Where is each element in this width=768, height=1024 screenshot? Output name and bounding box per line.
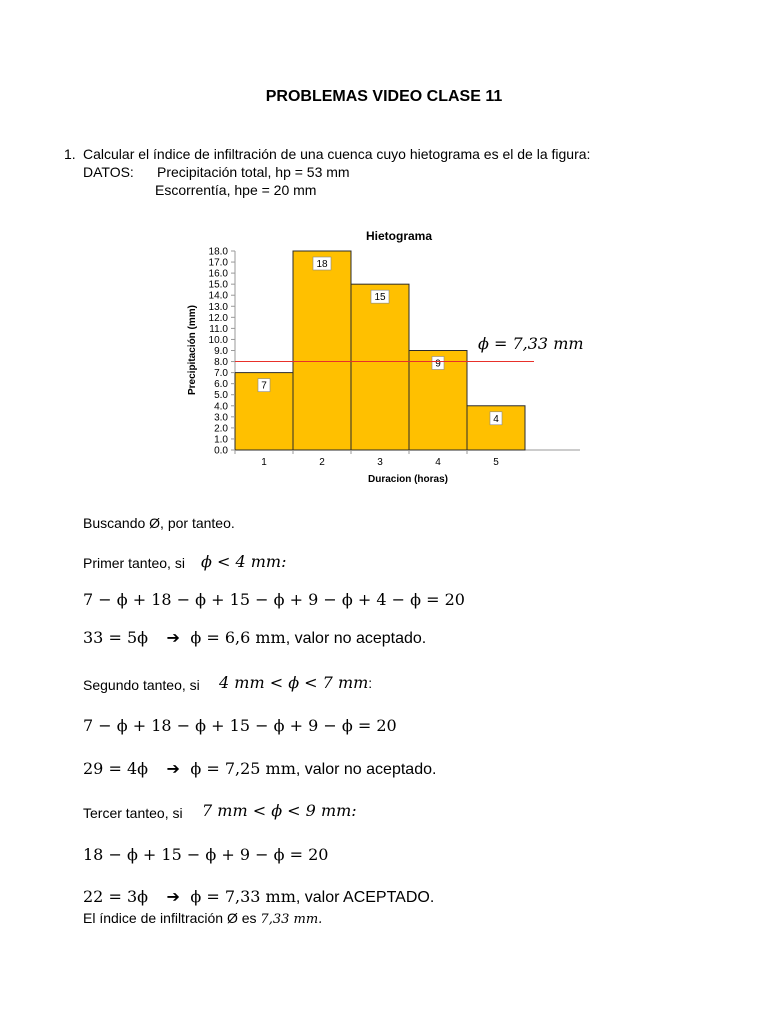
tanteo2-condition: 4 mm < ϕ < 7 mm — [219, 673, 369, 692]
y-tick-label: 8.0 — [214, 357, 228, 369]
y-tick-label: 16.0 — [208, 268, 228, 280]
x-tick-label: 3 — [377, 457, 383, 468]
datos-label: DATOS: — [83, 164, 134, 180]
tanteo1-equation: 7 − ϕ + 18 − ϕ + 15 − ϕ + 9 − ϕ + 4 − ϕ = 20 — [83, 590, 465, 609]
y-tick-label: 4.0 — [214, 401, 228, 413]
problem-number: 1. — [64, 146, 76, 162]
data-label: 9 — [435, 358, 441, 370]
y-tick-label: 15.0 — [208, 279, 228, 291]
arrow-right-icon: ➔ — [166, 887, 180, 906]
x-tick-label: 2 — [319, 457, 325, 468]
tanteo2-verdict: , valor no aceptado. — [295, 761, 437, 778]
y-tick-label: 17.0 — [208, 257, 228, 269]
tanteo3-condition: 7 mm < ϕ < 9 mm: — [202, 801, 357, 820]
y-tick-label: 9.0 — [214, 346, 228, 357]
y-tick-label: 12.0 — [208, 312, 228, 324]
tanteo3-label: Tercer tanteo, si — [83, 805, 183, 821]
problem-statement: Calcular el índice de infiltración de una cuenca cuyo hietograma es el de la figura: — [83, 146, 591, 162]
tanteo3-verdict: , valor ACEPTADO. — [295, 889, 435, 906]
bar — [351, 284, 409, 450]
tanteo1-result-eq: 33 = 5ϕ — [83, 628, 149, 647]
x-tick-label: 1 — [261, 457, 267, 468]
tanteo2-equation: 7 − ϕ + 18 − ϕ + 15 − ϕ + 9 − ϕ = 20 — [83, 716, 397, 735]
x-tick-label: 5 — [493, 457, 499, 468]
page-title: PROBLEMAS VIDEO CLASE 11 — [265, 88, 503, 105]
y-tick-label: 7.0 — [214, 368, 228, 380]
y-tick-label: 0.0 — [214, 445, 228, 457]
hietograma-chart — [180, 222, 620, 492]
tanteo2-result — [83, 759, 436, 779]
bar — [293, 251, 351, 450]
final-answer-text: El índice de infiltración Ø es — [83, 910, 257, 926]
data-label: 15 — [374, 292, 386, 304]
precip-total: Precipitación total, hp = 53 mm — [157, 164, 350, 180]
x-tick-label: 4 — [435, 457, 441, 468]
tanteo1-verdict: , valor no aceptado. — [285, 630, 427, 647]
tanteo1-condition: ϕ < 4 mm: — [201, 552, 287, 571]
chart-title: Hietograma — [365, 229, 433, 243]
escorrentia: Escorrentía, hpe = 20 mm — [155, 182, 317, 198]
final-answer-value: 7,33 mm. — [260, 912, 323, 927]
tanteo1-result — [83, 628, 426, 648]
y-tick-label: 3.0 — [214, 412, 228, 424]
tanteo2-colon: : — [368, 675, 373, 691]
y-tick-label: 13.0 — [208, 301, 228, 313]
y-tick-label: 10.0 — [208, 334, 228, 346]
tanteo2-phi: ϕ = 7,25 mm — [190, 759, 296, 778]
tanteo3-result-eq: 22 = 3ϕ — [83, 887, 149, 906]
y-tick-label: 6.0 — [214, 379, 228, 391]
y-tick-label: 2.0 — [214, 423, 228, 435]
final-answer — [83, 910, 322, 927]
chart-xlabel: Duracion (horas) — [367, 474, 449, 485]
phi-label: ϕ = 7,33 mm — [478, 334, 584, 353]
tanteo2-label: Segundo tanteo, si — [83, 677, 200, 693]
arrow-right-icon: ➔ — [166, 759, 180, 778]
tanteo2-result-eq: 29 = 4ϕ — [83, 759, 149, 778]
y-tick-label: 14.0 — [208, 290, 228, 302]
chart-ylabel: Precipitación (mm) — [187, 304, 198, 396]
data-label: 7 — [261, 380, 267, 392]
tanteo3-equation: 18 − ϕ + 15 − ϕ + 9 − ϕ = 20 — [83, 845, 329, 864]
tanteo1-phi: ϕ = 6,6 mm — [190, 628, 286, 647]
buscando-text: Buscando Ø, por tanteo. — [83, 515, 235, 531]
data-label: 4 — [493, 413, 499, 425]
y-tick-label: 18.0 — [208, 246, 228, 258]
tanteo2-condition-wrap — [219, 673, 372, 693]
y-tick-label: 5.0 — [214, 390, 228, 402]
data-label: 18 — [316, 259, 328, 270]
y-tick-label: 1.0 — [214, 434, 228, 446]
arrow-right-icon: ➔ — [166, 628, 180, 647]
tanteo3-result — [83, 887, 434, 907]
tanteo3-phi: ϕ = 7,33 mm — [190, 887, 296, 906]
tanteo1-label: Primer tanteo, si — [83, 555, 185, 571]
y-tick-label: 11.0 — [209, 323, 228, 335]
